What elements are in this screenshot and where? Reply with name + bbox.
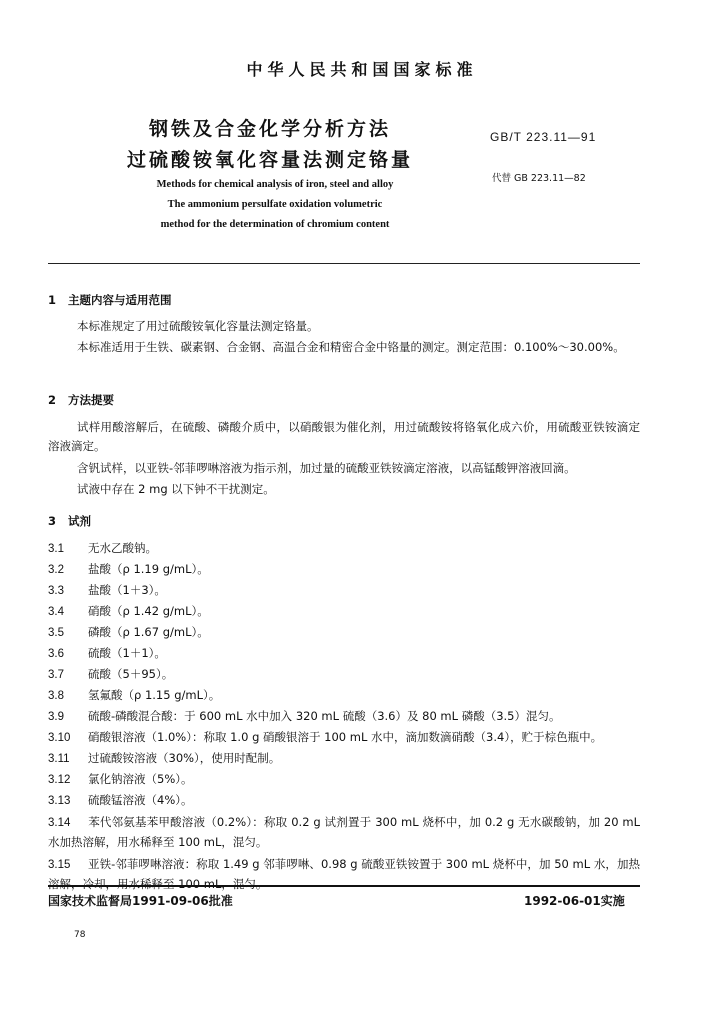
header-divider — [48, 263, 640, 264]
section-title: 方法提要 — [68, 393, 114, 407]
section-1-paragraph-2: 本标准适用于生铁、碳素钢、合金钢、高温合金和精密合金中铬量的测定。测定范围：0.100%～30.00%。 — [77, 340, 625, 354]
reagent-text: 硫酸（1＋1）。 — [88, 646, 166, 660]
reagent-item — [48, 582, 166, 598]
english-title-line-1: Methods for chemical analysis of iron, steel and alloy — [156, 179, 394, 190]
reagent-item — [48, 750, 280, 766]
reagent-item — [48, 666, 173, 682]
chinese-title-line-1: 钢铁及合金化学分析方法 — [148, 118, 391, 140]
section-3-heading — [48, 513, 91, 529]
reagent-number: 3.7 — [48, 669, 64, 681]
reagent-text: 硫酸-磷酸混合酸：于 600 mL 水中加入 320 mL 硫酸（3.6）及 80 mL 磷酸（3.5）混匀。 — [88, 709, 561, 723]
reagent-number: 3.1 — [48, 543, 64, 555]
approval-info: 国家技术监督局1991-09-06批准 — [48, 894, 233, 908]
section-number: 3 — [48, 514, 57, 528]
implementation-info: 1992-06-01实施 — [524, 894, 625, 908]
reagent-text: 亚铁-邻菲啰啉溶液：称取 1.49 g 邻菲啰啉、0.98 g 硫酸亚铁铵置于 300 mL 烧杯中，加 50 mL 水，加热溶解，冷却，用水稀释至 100 mL，混匀。 — [48, 857, 640, 891]
section-1-paragraph-1: 本标准规定了用过硫酸铵氧化容量法测定铬量。 — [77, 319, 319, 333]
reagent-item — [48, 708, 561, 724]
english-title-line-2: The ammonium persulfate oxidation volumetric — [167, 199, 383, 210]
replaces-standard: 代替 GB 223.11—82 — [492, 173, 586, 184]
section-title: 试剂 — [68, 514, 91, 528]
reagent-text: 硫酸锰溶液（4%）。 — [88, 793, 193, 807]
reagent-text: 磷酸（ρ 1.67 g/mL）。 — [88, 625, 209, 639]
reagent-number: 3.6 — [48, 648, 64, 660]
reagent-number: 3.11 — [48, 753, 70, 765]
reagent-number: 3.9 — [48, 711, 64, 723]
section-title: 主题内容与适用范围 — [68, 293, 172, 307]
reagent-item — [48, 540, 157, 556]
reagent-text: 过硫酸铵溶液（30%），使用时配制。 — [88, 751, 281, 765]
english-title-line-3: method for the determination of chromium content — [160, 219, 390, 230]
reagent-number: 3.10 — [48, 732, 71, 744]
reagent-text: 氢氟酸（ρ 1.15 g/mL）。 — [88, 688, 221, 702]
reagent-number: 3.8 — [48, 690, 64, 702]
reagent-number: 3.2 — [48, 564, 64, 576]
page-number: 78 — [74, 930, 86, 940]
reagent-text: 硝酸银溶液（1.0%）：称取 1.0 g 硝酸银溶于 100 mL 水中，滴加数滴硝酸（3.4），贮于棕色瓶中。 — [88, 730, 603, 744]
reagent-number: 3.12 — [48, 774, 71, 786]
reagent-item — [48, 771, 193, 787]
reagent-number: 3.5 — [48, 627, 64, 639]
section-number: 2 — [48, 393, 57, 407]
reagent-item — [48, 645, 166, 661]
reagent-text: 氯化钠溶液（5%）。 — [88, 772, 193, 786]
reagent-item — [48, 603, 209, 619]
section-2-paragraph-2: 含钒试样，以亚铁-邻菲啰啉溶液为指示剂，加过量的硫酸亚铁铵滴定溶液，以高锰酸钾溶液回滴。 — [77, 461, 576, 475]
reagent-text: 苯代邻氨基苯甲酸溶液（0.2%）：称取 0.2 g 试剂置于 300 mL 烧杯中，加 0.2 g 无水碳酸钠，加 20 mL 水加热溶解，用水稀释至 100 mL，混匀。 — [48, 815, 640, 849]
footer-divider — [48, 885, 640, 887]
section-2-paragraph-3: 试液中存在 2 mg 以下钟不干扰测定。 — [77, 482, 275, 496]
reagent-text: 无水乙酸钠。 — [88, 541, 157, 555]
reagent-text: 硫酸（5＋95）。 — [88, 667, 174, 681]
reagent-item — [48, 792, 193, 808]
reagent-item — [48, 855, 640, 894]
reagent-number: 3.13 — [48, 795, 71, 807]
reagent-item — [48, 813, 640, 852]
reagent-item — [48, 687, 220, 703]
standard-code: GB/T 223.11—91 — [490, 130, 597, 144]
reagent-number: 3.4 — [48, 606, 64, 618]
reagent-item — [48, 624, 209, 640]
reagent-item — [48, 561, 209, 577]
section-number: 1 — [48, 293, 57, 307]
reagent-item — [48, 729, 602, 745]
standard-header-title: 中华人民共和国国家标准 — [246, 60, 478, 79]
reagent-number: 3.15 — [48, 859, 71, 871]
section-1-heading — [48, 292, 172, 308]
reagent-number: 3.14 — [48, 817, 71, 829]
reagent-text: 硝酸（ρ 1.42 g/mL）。 — [88, 604, 209, 618]
reagent-text: 盐酸（1＋3）。 — [88, 583, 166, 597]
reagent-text: 盐酸（ρ 1.19 g/mL）。 — [88, 562, 209, 576]
section-2-heading — [48, 392, 114, 408]
section-2-paragraph-1: 试样用酸溶解后，在硫酸、磷酸介质中，以硝酸银为催化剂，用过硫酸铵将铬氧化成六价，用硫酸亚铁铵滴定溶液滴定。 — [48, 420, 640, 453]
chinese-title-line-2: 过硫酸铵氧化容量法测定铬量 — [126, 149, 413, 171]
reagent-number: 3.3 — [48, 585, 64, 597]
